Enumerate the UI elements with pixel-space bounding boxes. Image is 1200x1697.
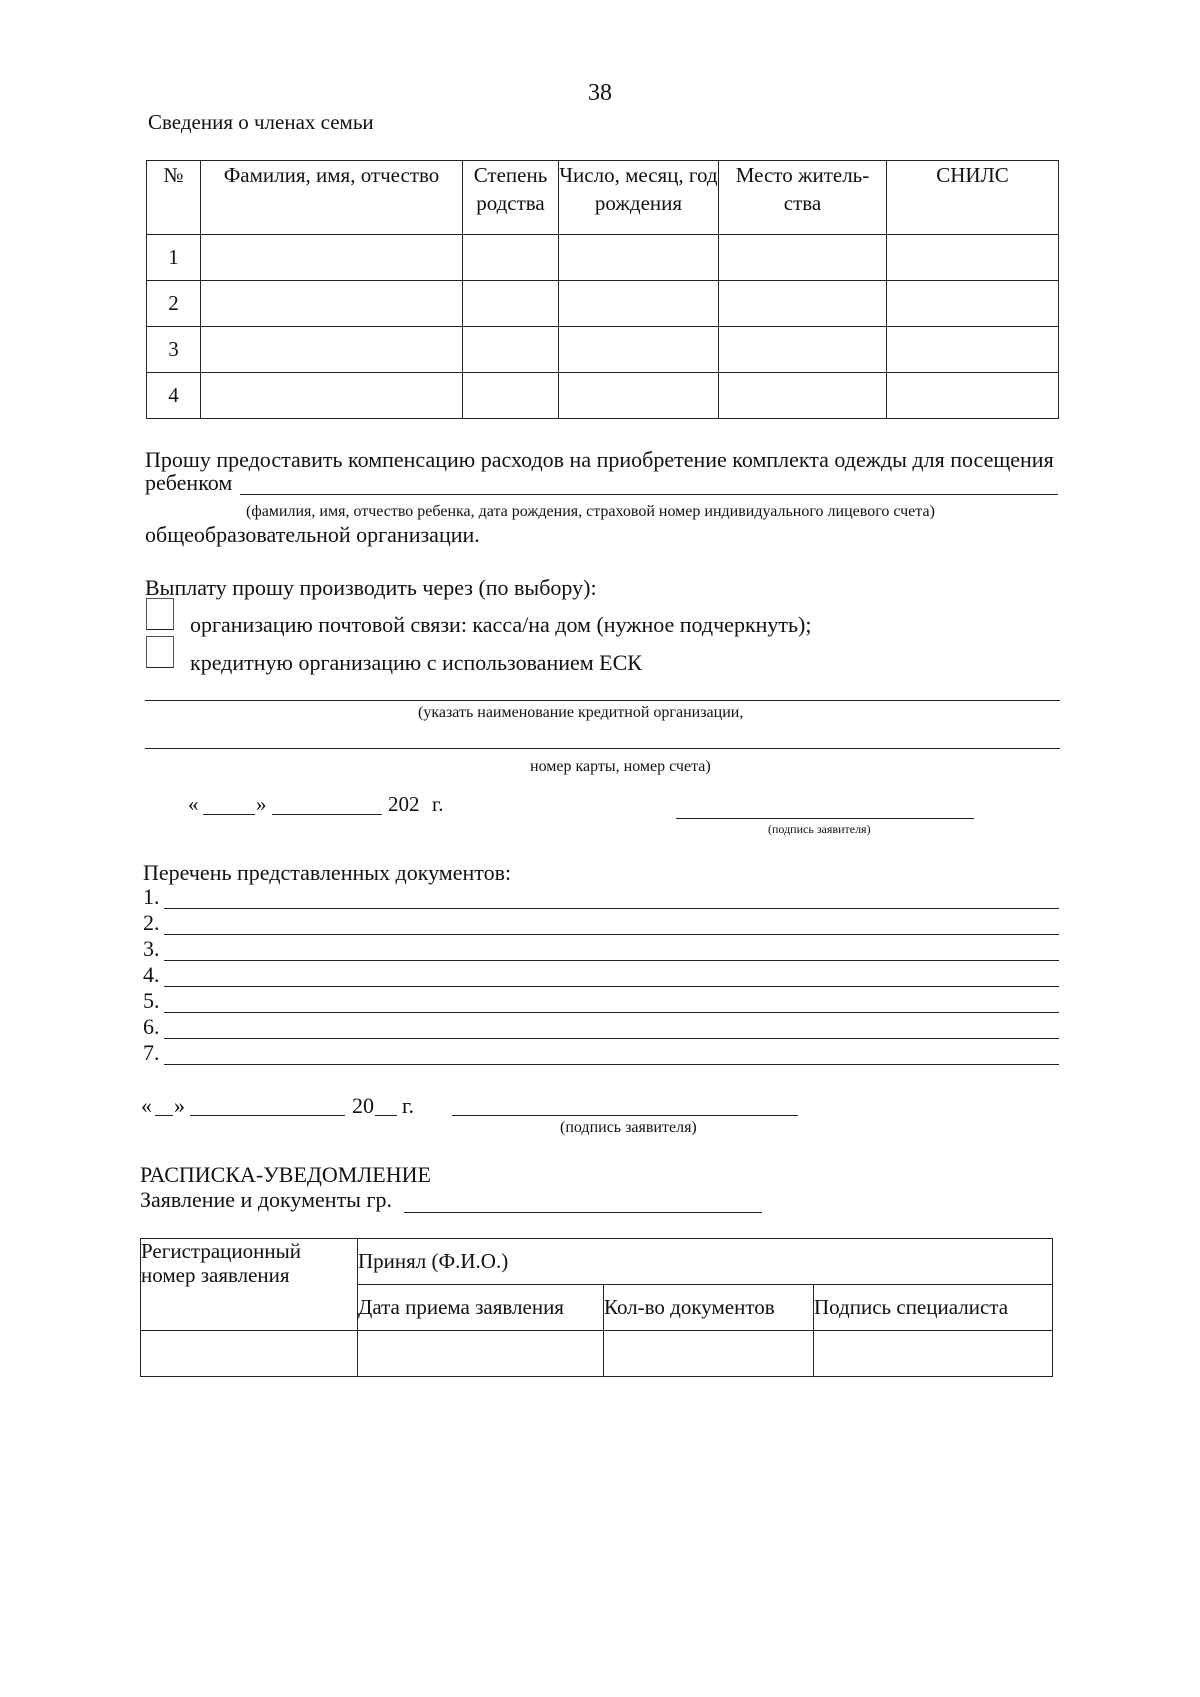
child-name-field[interactable] (240, 470, 1058, 495)
col-snils: СНИЛС (887, 161, 1059, 235)
signature1-field[interactable] (676, 796, 974, 819)
doc-count-header: Кол-во документов (604, 1285, 814, 1331)
table-cell[interactable] (463, 281, 559, 327)
date2-year-field[interactable] (375, 1093, 397, 1116)
table-cell[interactable] (719, 235, 887, 281)
page-number: 38 (588, 80, 612, 106)
date2-year-suffix: г. (402, 1093, 415, 1118)
table-cell[interactable] (719, 281, 887, 327)
table-cell[interactable] (463, 373, 559, 419)
specialist-signature-cell[interactable] (814, 1331, 1053, 1377)
document-field[interactable] (164, 1016, 1059, 1039)
table-cell[interactable] (201, 373, 463, 419)
table-row (147, 373, 1059, 419)
document-field[interactable] (164, 912, 1059, 935)
document-field[interactable] (164, 938, 1059, 961)
reg-number-cell[interactable] (141, 1331, 358, 1377)
documents-title: Перечень представленных документов: (143, 860, 512, 885)
table-cell[interactable] (887, 235, 1059, 281)
payment-title: Выплату прошу производить через (по выбору): (145, 575, 597, 600)
date1-year: 202 (388, 792, 420, 816)
table-cell[interactable] (201, 235, 463, 281)
col-number: № (147, 161, 201, 235)
receipt-subtitle: Заявление и документы гр. (140, 1187, 392, 1212)
post-option-label: организацию почтовой связи: касса/на дом (нужное подчеркнуть); (190, 612, 812, 637)
receipt-title: РАСПИСКА-УВЕДОМЛЕНИЕ (140, 1162, 431, 1187)
doc-count-cell[interactable] (604, 1331, 814, 1377)
table-cell[interactable] (559, 327, 719, 373)
document-field[interactable] (164, 990, 1059, 1013)
document-number: 7. (143, 1040, 160, 1065)
table-cell[interactable] (719, 327, 887, 373)
table-row (147, 235, 1059, 281)
col-full-name: Фамилия, имя, отчество (201, 161, 463, 235)
document-field[interactable] (164, 1042, 1059, 1065)
date1-year-suffix: г. (432, 792, 444, 816)
document-number: 4. (143, 962, 160, 987)
date1-month-field[interactable] (272, 792, 382, 815)
row-number: 3 (147, 327, 201, 373)
document-number: 2. (143, 910, 160, 935)
col-residence: Место житель-ства (719, 161, 887, 235)
specialist-signature-header: Подпись специалиста (814, 1285, 1053, 1331)
date1-day-field[interactable] (203, 792, 255, 815)
date2-close-quote: » (174, 1093, 185, 1118)
table-row (147, 327, 1059, 373)
table-cell[interactable] (559, 235, 719, 281)
table-cell[interactable] (201, 327, 463, 373)
card-number-hint: номер карты, номер счета) (530, 758, 711, 775)
date2-day-field[interactable] (155, 1093, 173, 1116)
document-number: 1. (143, 884, 160, 909)
family-section-title: Сведения о членах семьи (148, 110, 374, 134)
date2-year: 20 (352, 1093, 374, 1118)
bank-name-field[interactable] (145, 676, 1060, 701)
table-cell[interactable] (201, 281, 463, 327)
request-text: Прошу предоставить компенсацию расходов на приобретение комплекта одежды для посещения (145, 447, 1054, 472)
table-cell[interactable] (887, 281, 1059, 327)
reg-number-header: Регистрационный номер заявления (141, 1239, 358, 1331)
card-number-field[interactable] (145, 724, 1060, 749)
receipt-table (140, 1238, 1053, 1377)
accepted-by-header: Принял (Ф.И.О.) (358, 1239, 1053, 1285)
table-cell[interactable] (559, 281, 719, 327)
table-row (147, 281, 1059, 327)
table-cell[interactable] (559, 373, 719, 419)
date-received-header: Дата приема заявления (358, 1285, 604, 1331)
col-relation: Степень родства (463, 161, 559, 235)
post-option-checkbox[interactable] (146, 598, 174, 630)
table-cell[interactable] (463, 327, 559, 373)
bank-option-checkbox[interactable] (146, 636, 174, 668)
row-number: 2 (147, 281, 201, 327)
table-cell[interactable] (887, 373, 1059, 419)
request-text-end: общеобразовательной организации. (145, 522, 480, 547)
signature2-hint: (подпись заявителя) (560, 1119, 697, 1136)
row-number: 4 (147, 373, 201, 419)
document-number: 5. (143, 988, 160, 1013)
table-cell[interactable] (887, 327, 1059, 373)
signature2-field[interactable] (452, 1093, 798, 1116)
date2-month-field[interactable] (190, 1093, 345, 1116)
document-number: 6. (143, 1014, 160, 1039)
table-cell[interactable] (719, 373, 887, 419)
document-number: 3. (143, 936, 160, 961)
col-birth-date: Число, месяц, год рождения (559, 161, 719, 235)
family-members-table (146, 160, 1059, 419)
bank-option-label: кредитную организацию с использованием ЕСК (190, 650, 642, 675)
date1-close-quote: » (256, 792, 267, 816)
signature1-hint: (подпись заявителя) (768, 822, 871, 836)
table-row (141, 1331, 1053, 1377)
bank-name-hint: (указать наименование кредитной организации, (418, 704, 744, 721)
row-number: 1 (147, 235, 201, 281)
child-hint: (фамилия, имя, отчество ребенка, дата рождения, страховой номер индивидуального лицевого счета) (246, 503, 935, 520)
child-label: ребенком (145, 470, 233, 495)
date1-open-quote: « (188, 792, 199, 816)
applicant-name-field[interactable] (404, 1190, 762, 1213)
date-received-cell[interactable] (358, 1331, 604, 1377)
document-field[interactable] (164, 964, 1059, 987)
document-field[interactable] (164, 886, 1059, 909)
date2-open-quote: « (141, 1093, 152, 1118)
table-cell[interactable] (463, 235, 559, 281)
table-header-row (147, 161, 1059, 235)
